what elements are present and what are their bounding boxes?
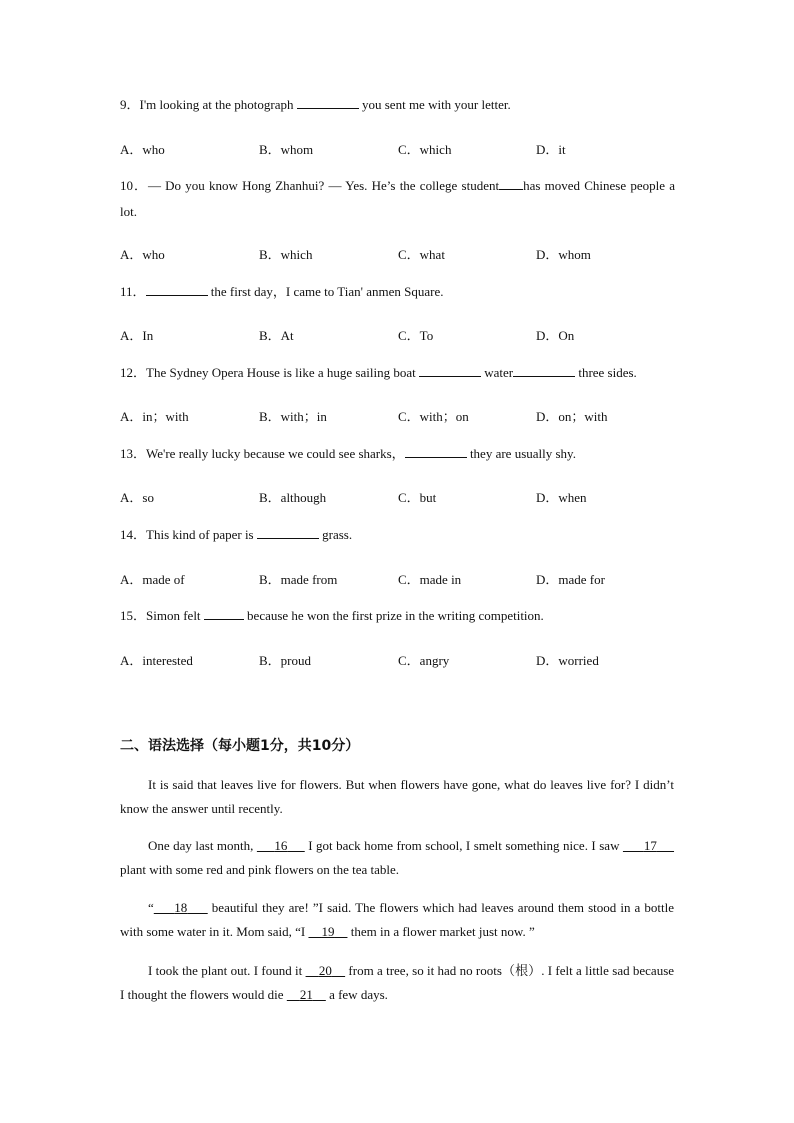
blank-21	[287, 987, 326, 1002]
question-15	[120, 603, 675, 629]
option-d: D．when	[536, 490, 587, 505]
blank-18	[154, 900, 208, 915]
question-text: — Do you know Hong Zhanhui? — Yes. He’s the college student	[147, 178, 500, 193]
option-d: D．made for	[536, 572, 605, 587]
options-15	[120, 650, 680, 670]
option-a: A．In	[120, 328, 154, 343]
question-12	[120, 360, 675, 386]
option-c: C．but	[398, 490, 437, 505]
question-text: I'm looking at the photograph	[139, 97, 297, 112]
passage-paragraph-3	[120, 896, 674, 944]
passage-text: I got back home from school, I smelt something nice. I saw	[304, 838, 623, 853]
blank-16	[257, 838, 305, 853]
question-text: water	[480, 365, 514, 380]
option-c: C．which	[398, 142, 452, 157]
option-d: D．it	[536, 142, 566, 157]
question-text: three sides.	[575, 365, 637, 380]
answer-blank	[405, 445, 467, 458]
option-c: C．what	[398, 247, 445, 262]
question-10	[120, 173, 675, 225]
passage-paragraph-2	[120, 834, 674, 882]
answer-blank	[146, 283, 208, 296]
answer-blank	[499, 177, 523, 190]
option-a: A．so	[120, 490, 154, 505]
option-b: B．proud	[259, 653, 312, 668]
options-12	[120, 406, 680, 426]
blank-number: 16	[274, 838, 288, 853]
question-text: The Sydney Opera House is like a huge sailing boat	[146, 365, 419, 380]
option-a: A．in；with	[120, 409, 189, 424]
option-b: B．At	[259, 328, 294, 343]
option-b: B．whom	[259, 142, 314, 157]
blank-number: 21	[299, 987, 313, 1002]
question-13	[120, 441, 675, 467]
option-d: D．On	[536, 328, 575, 343]
question-14	[120, 522, 675, 548]
blank-number: 17	[643, 838, 657, 853]
options-10	[120, 244, 680, 264]
option-b: B．although	[259, 490, 327, 505]
question-text: has moved Chinese people a lot.	[120, 178, 675, 219]
question-11	[120, 279, 675, 305]
question-number: 9．	[120, 97, 140, 112]
blank-number: 19	[321, 924, 335, 939]
option-c: C．To	[398, 328, 434, 343]
question-text: they are usually shy.	[466, 446, 576, 461]
options-13	[120, 487, 680, 507]
question-text: We're really lucky because we could see sharks，	[146, 446, 405, 461]
passage-text: plant with some red and pink flowers on the tea table.	[120, 862, 400, 877]
answer-blank	[513, 364, 575, 377]
answer-blank	[204, 607, 244, 620]
question-number: 11．	[120, 284, 146, 299]
option-c: C．angry	[398, 653, 450, 668]
answer-blank	[257, 526, 319, 539]
passage-paragraph-1: It is said that leaves live for flowers. But when flowers have gone, what do leaves live for? I didn’t know the answer until recently.	[120, 777, 674, 816]
blank-number: 18	[174, 900, 188, 915]
blank-number: 20	[318, 963, 332, 978]
question-number: 14．	[120, 527, 147, 542]
blank-20	[306, 963, 346, 978]
section-title: 二、语法选择（每小题1分，共10分）	[120, 738, 360, 754]
option-d: D．on；with	[536, 409, 608, 424]
question-text: grass.	[318, 527, 353, 542]
option-b: B．which	[259, 247, 313, 262]
question-text: the first day，I came to Tian' anmen Square.	[207, 284, 444, 299]
option-b: B．with；in	[259, 409, 327, 424]
option-a: A．who	[120, 247, 165, 262]
question-number: 10．	[120, 178, 148, 193]
question-text: This kind of paper is	[146, 527, 257, 542]
question-number: 13．	[120, 446, 147, 461]
option-c: C．with；on	[398, 409, 469, 424]
passage-text: a few days.	[325, 987, 388, 1002]
option-d: D．whom	[536, 247, 591, 262]
option-a: A．who	[120, 142, 165, 157]
question-text: because he won the first prize in the writing competition.	[243, 608, 544, 623]
passage-text: them in a flower market just now. ”	[347, 924, 535, 939]
option-c: C．made in	[398, 572, 462, 587]
option-d: D．worried	[536, 653, 599, 668]
passage-paragraph-4	[120, 959, 674, 1007]
question-text: Simon felt	[146, 608, 204, 623]
passage-text: One day last month,	[148, 838, 257, 853]
question-text: you sent me with your letter.	[358, 97, 511, 112]
passage-text: from a tree, so it had no roots（根）. I felt a little sad because I thought the flowers would die	[120, 963, 675, 1002]
answer-blank	[297, 96, 359, 109]
passage-text: beautiful they are! ”I said. The flowers which had leaves around them stood in a bottle with some water in it. Mom said, “I	[120, 900, 675, 939]
option-a: A．interested	[120, 653, 193, 668]
passage-text: “	[148, 900, 154, 915]
blank-17	[623, 838, 674, 853]
options-11	[120, 325, 680, 345]
options-14	[120, 569, 680, 589]
passage-text: I took the plant out. I found it	[148, 963, 306, 978]
options-9	[120, 139, 680, 159]
option-b: B．made from	[259, 572, 338, 587]
question-number: 12．	[120, 365, 147, 380]
option-a: A．made of	[120, 572, 185, 587]
blank-19	[308, 924, 347, 939]
answer-blank	[419, 364, 481, 377]
question-9	[120, 92, 675, 118]
question-number: 15．	[120, 608, 147, 623]
